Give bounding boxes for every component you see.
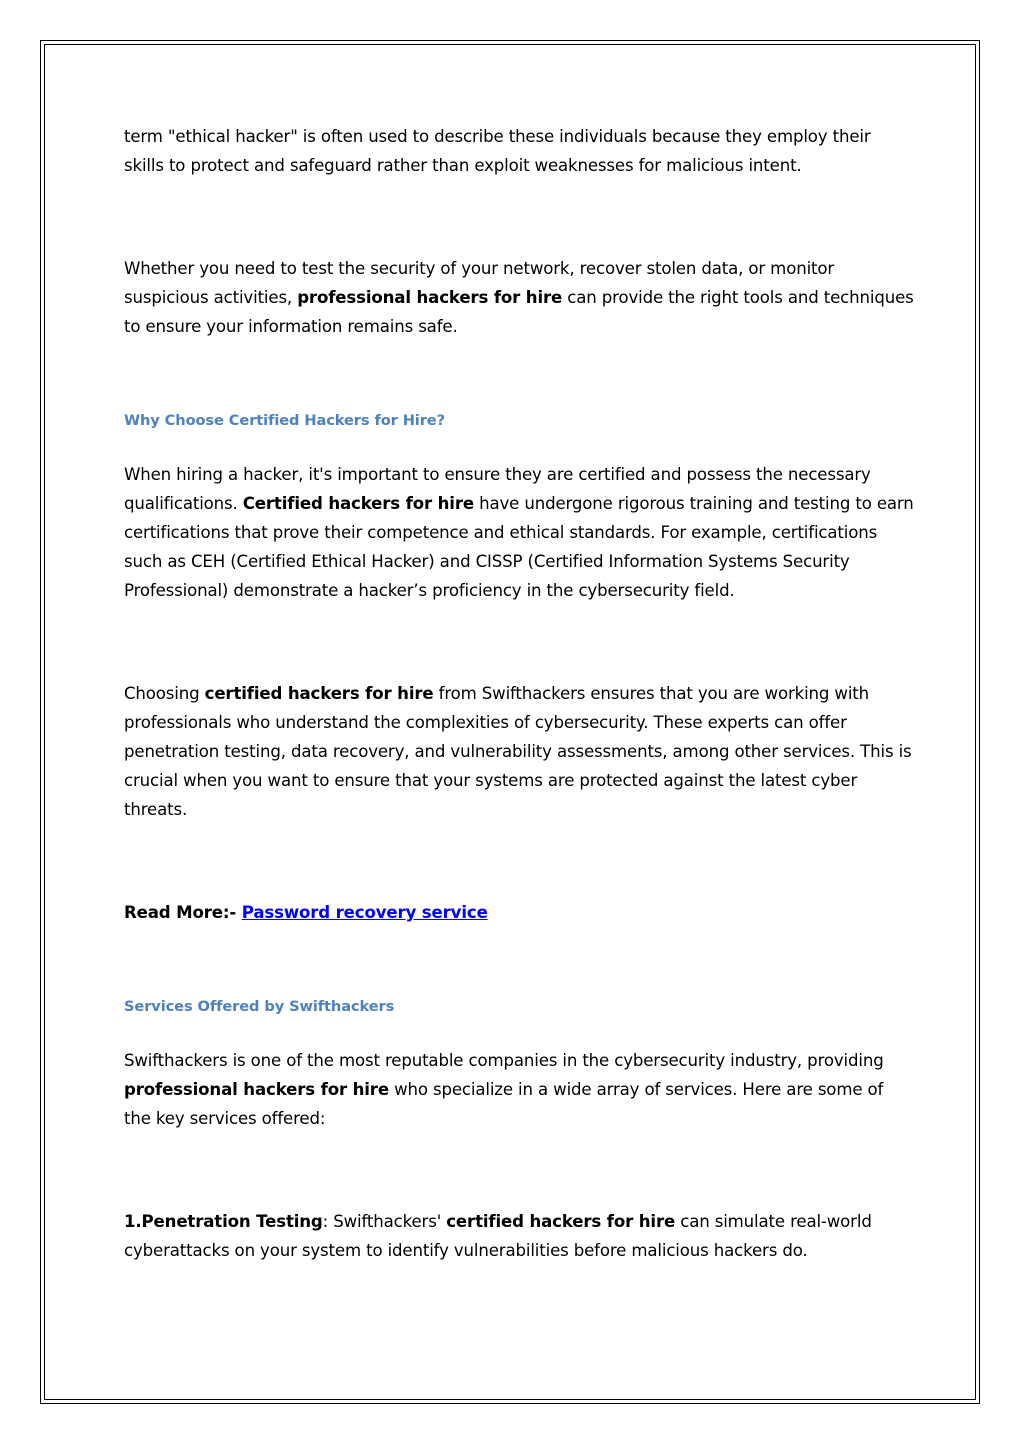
service-title: 1.Penetration Testing xyxy=(124,1212,323,1231)
password-recovery-link[interactable]: Password recovery service xyxy=(241,903,488,922)
heading-why-choose: Why Choose Certified Hackers for Hire? xyxy=(124,412,445,429)
bold-keyword: certified hackers for hire xyxy=(204,684,434,703)
paragraph-ethical-hacker: term "ethical hacker" is often used to describe these individuals because they employ their skills to protect and safeguard rather than exploit weaknesses for malicious intent. xyxy=(124,127,871,175)
heading-services: Services Offered by Swifthackers xyxy=(124,998,395,1015)
paragraph-choosing-swifthackers: Choosing certified hackers for hire from Swifthackers ensures that you are working with professionals who understand the complexities of cybersecurity. These experts can offer penetration testing, data recovery, and vulnerability assessments, among other services. This is crucial when you want to ensure that your systems are protected against the latest cyber threats. xyxy=(124,684,912,819)
bold-keyword: professional hackers for hire xyxy=(297,288,563,307)
read-more-line xyxy=(124,898,914,927)
paragraph-services-intro: Swifthackers is one of the most reputable companies in the cybersecurity industry, providing professional hackers for hire who specialize in a wide array of services. Here are some of the key services offered: xyxy=(124,1051,884,1128)
bold-keyword: certified hackers for hire xyxy=(446,1212,676,1231)
paragraph-penetration-testing: 1.Penetration Testing: Swifthackers' certified hackers for hire can simulate real-world cyberattacks on your system to identify vulnerabilities before malicious hackers do. xyxy=(124,1212,872,1260)
paragraph-professional-hackers: Whether you need to test the security of your network, recover stolen data, or monitor suspicious activities, professional hackers for hire can provide the right tools and techniques to ensure your information remains safe. xyxy=(124,259,914,336)
bold-keyword: Certified hackers for hire xyxy=(242,494,474,513)
bold-keyword: professional hackers for hire xyxy=(124,1080,389,1099)
paragraph-certified-hackers: When hiring a hacker, it's important to ensure they are certified and possess the necessary qualifications. Certified hackers for hire have undergone rigorous training and testing to earn certifications that prove their competence and ethical standards. For example, certifications such as CEH (Certified Ethical Hacker) and CISSP (Certified Information Systems Security Professional) demonstrate a hacker’s proficiency in the cybersecurity field. xyxy=(124,465,914,600)
read-more-label: Read More:- xyxy=(124,903,242,922)
